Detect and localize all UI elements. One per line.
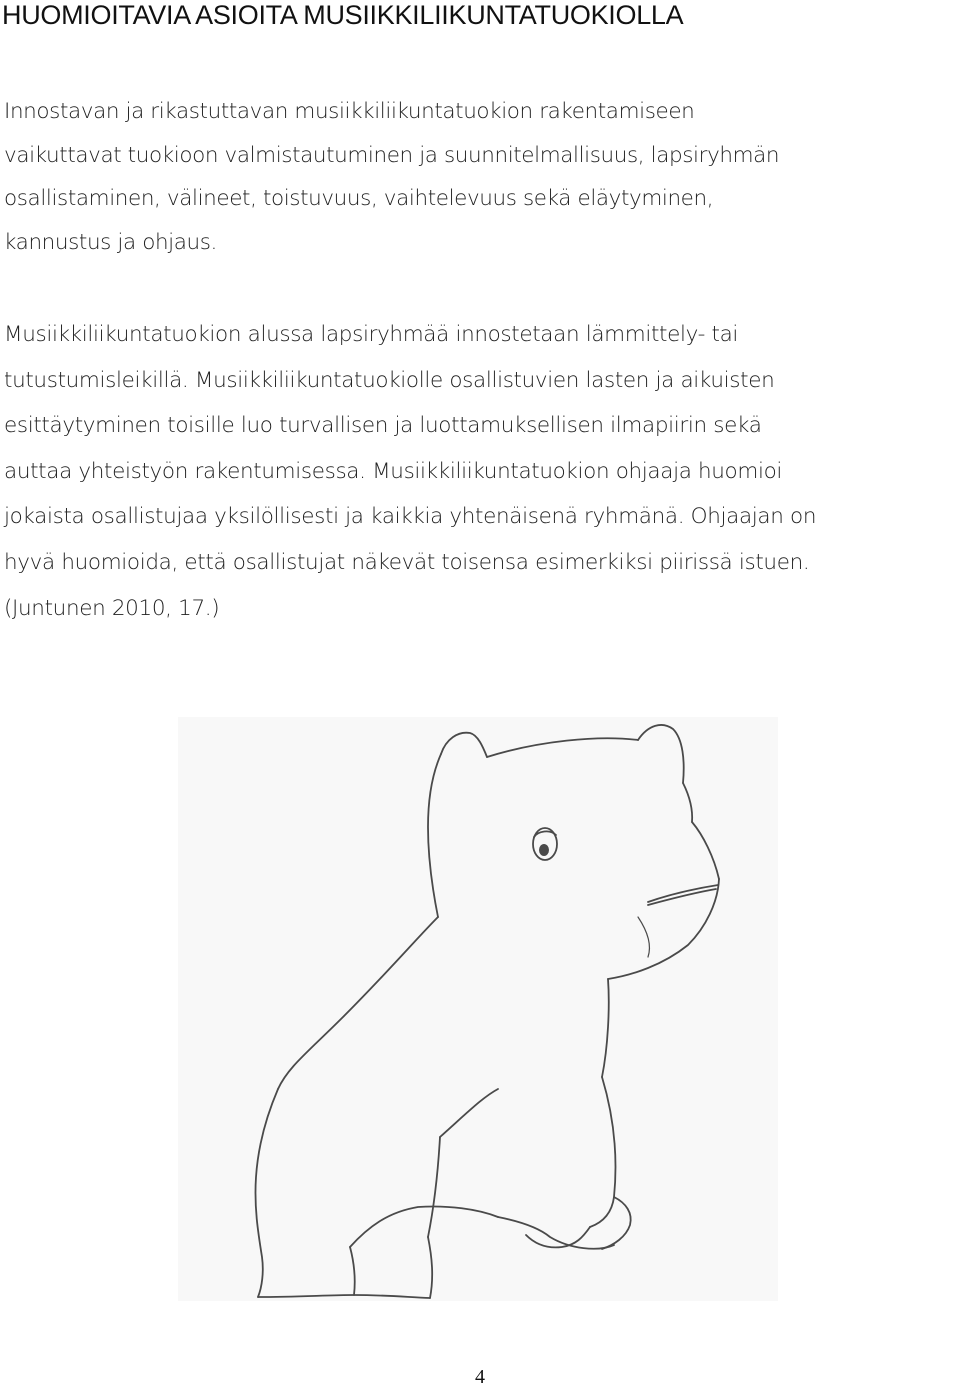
paragraph-line: tutustumisleikillä. Musiikkiliikuntatuokiolle osallistuvien lasten ja aikuisten [4,367,775,393]
paragraph-line: vaikuttavat tuokioon valmistautuminen ja suunnitelmallisuus, lapsiryhmän [4,142,780,168]
paragraph-line: esittäytyminen toisille luo turvallisen ja luottamuksellisen ilmapiirin sekä [4,413,762,439]
bear-cub-drawing-icon [178,717,778,1301]
paragraph-line: jokaista osallistujaa yksilöllisesti ja kaikkia yhtenäisenä ryhmänä. Ohjaajan on [4,504,817,530]
paragraph-line: Musiikkiliikuntatuokion alussa lapsiryhmää innostetaan lämmittely- tai [4,322,739,347]
intro-paragraph [4,90,779,264]
bear-cub-drawing [178,717,778,1301]
paragraph-line: (Juntunen 2010, 17.) [4,595,220,621]
paragraph-line: auttaa yhteistyön rakentumisessa. Musiikkiliikuntatuokion ohjaaja huomioi [4,458,783,484]
paragraph-line: osallistaminen, välineet, toistuvuus, vaihtelevuus sekä eläytyminen, [4,186,714,211]
page-title: HUOMIOITAVIA ASIOITA MUSIIKKILIIKUNTATUOKIOLLA [2,0,684,30]
body-paragraph [4,312,816,631]
page-number: 4 [475,1366,485,1388]
paragraph-line: kannustus ja ohjaus. [4,229,217,255]
paragraph-line: hyvä huomioida, että osallistujat näkevät toisensa esimerkiksi piirissä istuen. [4,549,810,575]
paragraph-line: Innostavan ja rikastuttavan musiikkiliikuntatuokion rakentamiseen [4,99,695,124]
